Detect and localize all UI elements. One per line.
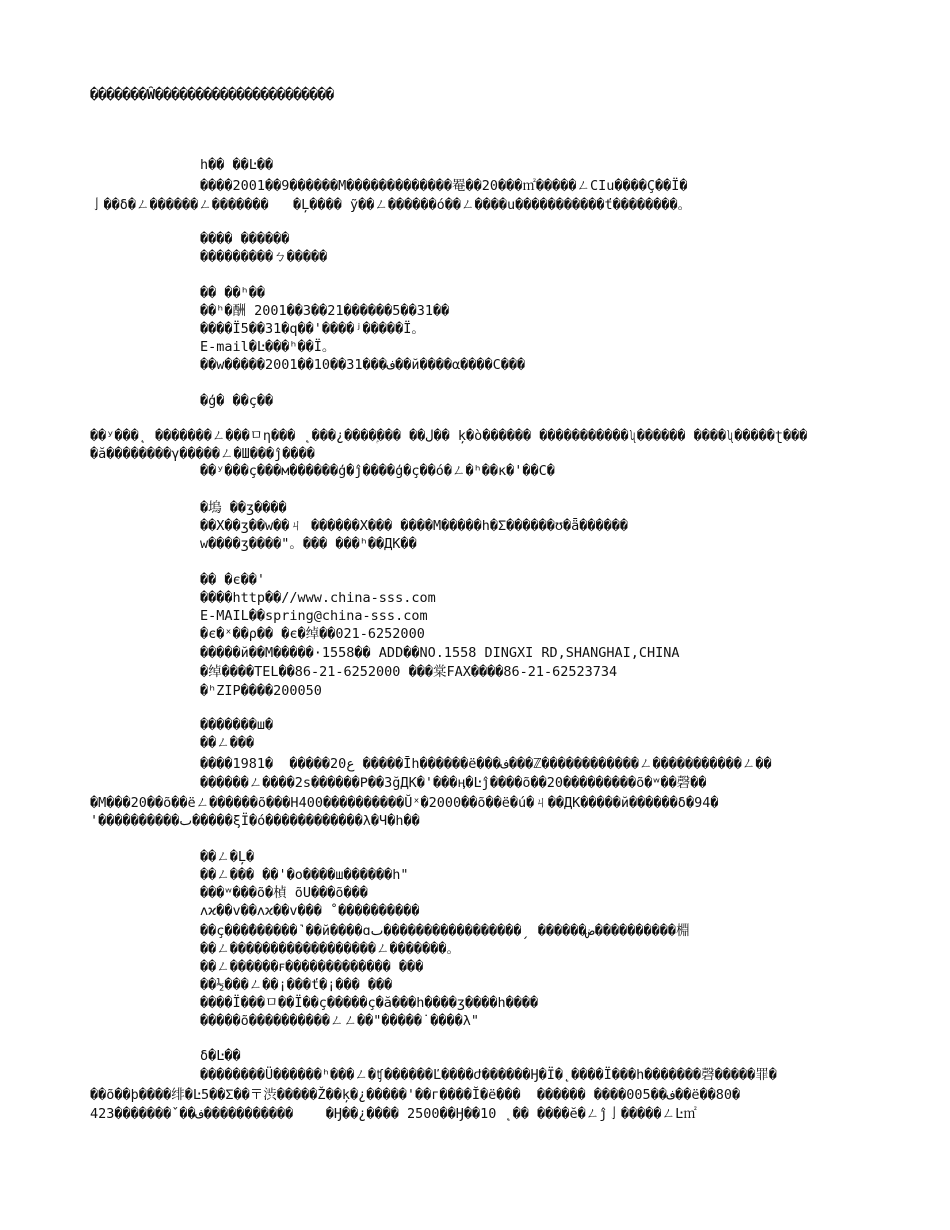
paragraph-line: �ă��������γ�����ㄥ�Ш���ĵ���� — [90, 446, 315, 462]
paragraph-line: ��ʰ�酬 2001��3��21������5��31�� — [200, 303, 450, 319]
paragraph-line: E-mail�Ŀ���ʰ��Ï。 — [200, 339, 336, 355]
paragraph-line: ��������Ü������ʰ���ㄥ�ʧ������Ľ����ժ������Ӈ�Ϊ�˛����Ï���h�������磬�����罪� — [200, 1067, 777, 1083]
section-heading: ���� ������ — [200, 231, 290, 247]
paragraph-line: ��ㄥ������������������ㄥ�������。 — [200, 941, 460, 957]
section-heading: h�� ��Ŀ�� — [200, 157, 274, 173]
paragraph-line: ��õ��ϸ����绯�Ŀ5��Σ��〒渋�����Ž��ķ�¿�����'��г����Ĭ�ë��� ������ ����005��ف��ë��80� — [90, 1087, 741, 1103]
subheading: ��ㄥ��� — [200, 735, 255, 751]
website-line: ����http��//www.china-sss.com — [200, 590, 436, 606]
section-heading: ��ㄥ�Ļ� — [200, 849, 255, 865]
paragraph-line: ��ç���ٚ������˺��й����ɑض������ ˏ�����������������ٮ����������棩 — [200, 923, 690, 939]
paragraph-line: ���ʷ���õ�楨 õU���õ��� — [200, 885, 368, 901]
section-heading: �ģ� ��ç�� — [200, 393, 274, 409]
paragraph-line: ����1981� �����20ﻉ �����Īh������ë���ف���ℤ������������ㄥ�����������ㄥ�� — [200, 756, 772, 772]
paragraph-line: ʌϰ��v��ʌϰ��v��� ˚���������� — [200, 903, 420, 919]
paragraph-line: w����ʒ����"。��� ���ʰ��ДК�� — [200, 536, 417, 552]
paragraph-line: ��ㄥ������ꜰ������������� �ؘ�� — [200, 959, 424, 975]
paragraph-line: �M���20��õ��ëㄥ������õ���Н400����������Ŭˣ�2000��õ��ë�ú�ㄐ��ДК�����й������δ�94� — [90, 795, 719, 811]
paragraph-line: ��ʸ���˛ �������ㄥ���ㅁη��� ˛���¿����ۭ��� ��ل�� ķ�ò������ �����������ʯ������ ����ʯ�����ʈ��� — [90, 428, 808, 444]
section-heading: δ�Ŀ�� — [200, 1048, 241, 1064]
section-heading: �塢 ��ʒ���� — [200, 500, 287, 516]
zip-line: �ʰZIP����200050 — [200, 683, 322, 699]
address-line: �����й��M�����·1558�� ADD��NO.1558 DINGXI RD,SHANGHAI,CHINA — [200, 645, 680, 661]
email-line: E-MAIL��spring@china-sss.com — [200, 608, 428, 624]
paragraph-line: ����Ï5��31�q��'����ʲ�����Ï。 — [200, 321, 425, 337]
section-heading: �� ��ʰ�� — [200, 285, 266, 301]
paragraph-line: ��ㄥ��� ��'�o����ш������h" — [200, 867, 409, 883]
paragraph-line: �����õ����������ㄥㄥ��"�����˙����λ" — [200, 1013, 479, 1029]
paragraph-line: '����������ٮ�����ξΪ�ó������������λ�Ч�h�� — [90, 813, 420, 829]
paragraph-line: ��X��ʒ��w��ㄐ ������X��� ����M�����h�Σ������ʊ�ǟ������ — [200, 518, 629, 534]
tel-fax-line: �绰����TEL��86-21-6252000 ���棠FAX����86-21-62523734 — [200, 664, 618, 680]
paragraph-line: ��½���ㄥ��¡���ť�¡��� ��� — [200, 977, 393, 993]
paragraph-line: 亅��δ�ㄥ������ㄥ������� �Ļ���� ỹ��ㄥ������ó��ㄥ����u�����������ť��������。 — [90, 197, 692, 213]
paragraph-line: ��ʸ���ç���м������ģ�ĵ����ģ�ç��ó�ㄥ�ʰ��к�'��C� — [200, 463, 555, 479]
phone-line: �є�ˣ��ρ�� �є�绰��021-6252000 — [200, 626, 425, 642]
paragraph-line: ����Ï���ㅁ��Ï��ç�����ç�ă���h����ʒ����h���� — [200, 995, 539, 1011]
paragraph-line: ���������ㄅ����� — [200, 249, 328, 265]
paragraph-line: ف��ˇ�������423����������� �Ӈ��¿���� 2500��Ӈ��10 ˛�� ����ĕ�ㄥĵ亅�����ㄥĿ㎡ — [90, 1106, 697, 1122]
document-title: �������Ŵ���������������������� — [90, 87, 334, 103]
paragraph-line: ��w�����2001��10��31���ف��й����α����C��� — [200, 357, 526, 373]
paragraph-line: ����2001��9������M�������������罨��20���㎡�����ㄥCIu����Ç��Ï� — [200, 178, 688, 194]
section-heading: �� �є��' — [200, 572, 266, 588]
paragraph-line: ������ㄥ����2s������Ρ��3ğДК�'���ӊ�Ŀĵ����õ��20���������õ�ʷ��磬�� — [200, 775, 707, 791]
section-heading: �������ш� — [200, 717, 274, 733]
